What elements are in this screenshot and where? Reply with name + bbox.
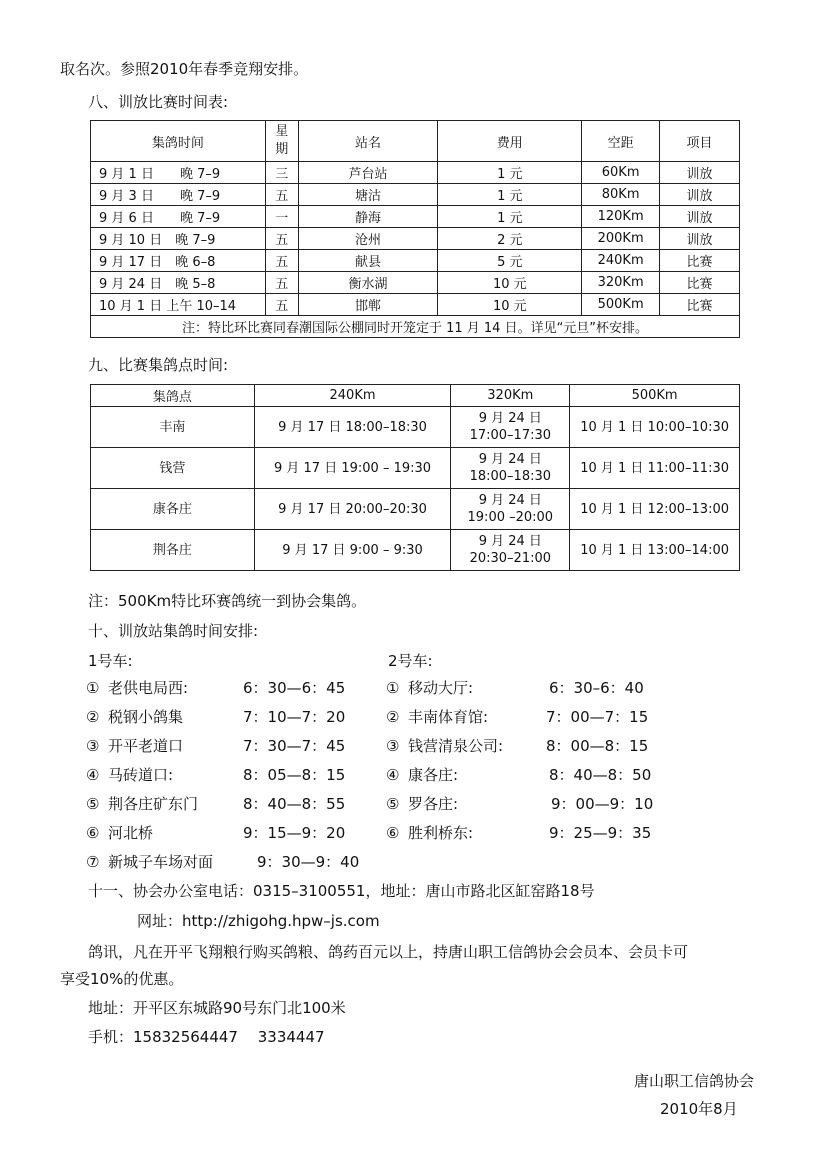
cell-point: 康各庄 [91,489,255,530]
website: 网址：http://zhigohg.hpw–js.com [137,912,380,930]
table-row [91,530,740,571]
item-number: ⑥ [386,824,400,842]
cell-station: 芦台站 [298,162,438,184]
item-name: 税钢小鸽集 [108,708,184,726]
cell-distance: 200Km [582,228,660,250]
cell-320: 9 月 24 日 20:30–21:00 [451,530,570,571]
list-item [386,764,686,785]
top-line: 取名次。参照2010年春季竞翔安排。 [60,60,309,78]
item-name: 康各庄: [408,766,459,784]
cell-time: 9 月 17 日 晚 6–8 [91,250,266,272]
cell-500: 10 月 1 日 11:00–11:30 [570,448,740,489]
item-name: 罗各庄: [408,795,459,813]
cell-point: 丰南 [91,407,255,448]
cell-fee: 10 元 [438,272,582,294]
col-header-weekday: 星 期 [265,121,298,162]
sec9-title: 九、比赛集鸽点时间: [88,356,229,374]
col-header-320: 320Km [451,385,570,407]
table-row [91,162,740,184]
cell-fee: 1 元 [438,162,582,184]
col-header-distance: 空距 [582,121,660,162]
cell-point: 钱营 [91,448,255,489]
cell-fee: 5 元 [438,250,582,272]
cell-station: 静海 [298,206,438,228]
item-name: 马砖道口: [108,766,174,784]
table-row [91,250,740,272]
col-header-time: 集鸽时间 [91,121,266,162]
col-header-point: 集鸽点 [91,385,255,407]
item-number: ⑦ [86,853,100,871]
cell-distance: 500Km [582,294,660,316]
list-item [386,822,686,843]
footer-date: 2010年8月 [660,1100,738,1118]
cell-item: 训放 [660,228,740,250]
table-header-row [91,385,740,407]
table-header-row [91,121,740,162]
item-time: 8：40—8：55 [243,795,346,813]
col-header-240: 240Km [254,385,451,407]
item-name: 老供电局西: [108,679,189,697]
shop-address: 地址：开平区东城路90号东门北100米 [88,999,346,1017]
cell-item: 训放 [660,206,740,228]
cell-weekday: 五 [265,272,298,294]
cell-item: 比赛 [660,294,740,316]
table-row [91,228,740,250]
col-header-500: 500Km [570,385,740,407]
item-number: ③ [86,737,100,755]
cell-distance: 320Km [582,272,660,294]
cell-distance: 60Km [582,162,660,184]
item-name: 新城子车场对面 [108,853,214,871]
table-note: 注：特比环比赛同春潮国际公棚同时开笼定于 11 月 14 日。详见“元旦”杯安排。 [91,316,740,338]
cell-500: 10 月 1 日 10:00–10:30 [570,407,740,448]
cell-320: 9 月 24 日 17:00–17:30 [451,407,570,448]
item-name: 开平老道口 [108,737,184,755]
cell-time: 10 月 1 日 上午 10–14 [91,294,266,316]
cell-240: 9 月 17 日 20:00–20:30 [254,489,451,530]
item-number: ① [386,679,400,697]
cell-fee: 1 元 [438,206,582,228]
list-item [86,822,376,843]
cell-distance: 80Km [582,184,660,206]
table-row [91,407,740,448]
cell-320: 9 月 24 日 18:00–18:30 [451,448,570,489]
list-item [386,793,686,814]
note-500km: 注：500Km特比环赛鸽统一到协会集鸽。 [88,592,367,610]
collection-point-table [90,384,740,571]
table-row [91,184,740,206]
item-number: ④ [386,766,400,784]
item-number: ① [86,679,100,697]
item-time: 8：05—8：15 [243,766,346,784]
item-name: 荆各庄矿东门 [108,795,199,813]
cell-distance: 240Km [582,250,660,272]
cell-station: 衡水湖 [298,272,438,294]
cell-fee: 2 元 [438,228,582,250]
item-time: 6：30–6：40 [549,679,644,697]
cell-station: 邯郸 [298,294,438,316]
list-item [86,677,376,698]
item-name: 丰南体育馆: [408,708,489,726]
cell-station: 沧州 [298,228,438,250]
col-header-fee: 费用 [438,121,582,162]
cell-item: 训放 [660,184,740,206]
item-number: ④ [86,766,100,784]
item-time: 9：00—9：10 [551,795,654,813]
item-time: 9：15—9：20 [243,824,346,842]
cell-time: 9 月 24 日 晚 5–8 [91,272,266,294]
list-item [86,851,376,872]
item-time: 8：40—8：50 [549,766,652,784]
cell-500: 10 月 1 日 13:00–14:00 [570,530,740,571]
item-time: 9：25—9：35 [549,824,652,842]
cell-240: 9 月 17 日 9:00 – 9:30 [254,530,451,571]
cell-weekday: 三 [265,162,298,184]
cell-240: 9 月 17 日 18:00–18:30 [254,407,451,448]
sec10-title: 十、训放站集鸽时间安排: [88,622,259,640]
cell-320: 9 月 24 日 19:00 –20:00 [451,489,570,530]
item-name: 钱营清泉公司: [408,737,504,755]
promo-line-2: 享受10%的优惠。 [60,970,184,988]
list-item [86,706,376,727]
cell-fee: 10 元 [438,294,582,316]
item-time: 8：00—8：15 [546,737,649,755]
table-row [91,448,740,489]
cell-weekday: 五 [265,294,298,316]
item-time: 7：30—7：45 [243,737,346,755]
col-header-station: 站名 [298,121,438,162]
list-item [86,793,376,814]
shop-phone: 手机：15832564447 3334447 [88,1028,325,1046]
office-contact: 十一、协会办公室电话：0315–3100551，地址：唐山市路北区缸窑路18号 [88,882,595,900]
item-name: 移动大厅: [408,679,474,697]
col-header-item: 项目 [660,121,740,162]
table-row [91,206,740,228]
cell-time: 9 月 10 日 晚 7–9 [91,228,266,250]
cell-item: 训放 [660,162,740,184]
list-item [86,735,376,756]
item-number: ② [386,708,400,726]
item-time: 7：00—7：15 [546,708,649,726]
cell-item: 比赛 [660,250,740,272]
car1-label: 1号车: [88,652,133,670]
cell-point: 荆各庄 [91,530,255,571]
cell-time: 9 月 1 日 晚 7–9 [91,162,266,184]
item-time: 6：30—6：45 [243,679,346,697]
cell-station: 塘沽 [298,184,438,206]
cell-distance: 120Km [582,206,660,228]
item-number: ⑤ [386,795,400,813]
list-item [86,764,376,785]
cell-weekday: 五 [265,228,298,250]
training-schedule-table [90,120,740,338]
item-number: ② [86,708,100,726]
table-row [91,272,740,294]
list-item [386,706,686,727]
cell-time: 9 月 3 日 晚 7–9 [91,184,266,206]
cell-station: 献县 [298,250,438,272]
table-note-row [91,316,740,338]
item-number: ⑥ [86,824,100,842]
cell-time: 9 月 6 日 晚 7–9 [91,206,266,228]
item-number: ③ [386,737,400,755]
footer-org: 唐山职工信鸽协会 [634,1072,755,1090]
cell-240: 9 月 17 日 19:00 – 19:30 [254,448,451,489]
cell-weekday: 五 [265,184,298,206]
item-number: ⑤ [86,795,100,813]
cell-weekday: 五 [265,250,298,272]
table-row [91,294,740,316]
list-item [386,735,686,756]
item-time: 7：10—7：20 [243,708,346,726]
list-item [386,677,686,698]
cell-500: 10 月 1 日 12:00–13:00 [570,489,740,530]
cell-item: 比赛 [660,272,740,294]
item-name: 胜利桥东: [408,824,474,842]
table-row [91,489,740,530]
promo-line-1: 鸽讯，凡在开平飞翔粮行购买鸽粮、鸽药百元以上，持唐山职工信鸽协会会员本、会员卡可 [88,943,689,961]
cell-fee: 1 元 [438,184,582,206]
sec8-title: 八、训放比赛时间表: [88,93,229,111]
item-name: 河北桥 [108,824,154,842]
cell-weekday: 一 [265,206,298,228]
car2-label: 2号车: [388,652,433,670]
item-time: 9：30—9：40 [257,853,360,871]
